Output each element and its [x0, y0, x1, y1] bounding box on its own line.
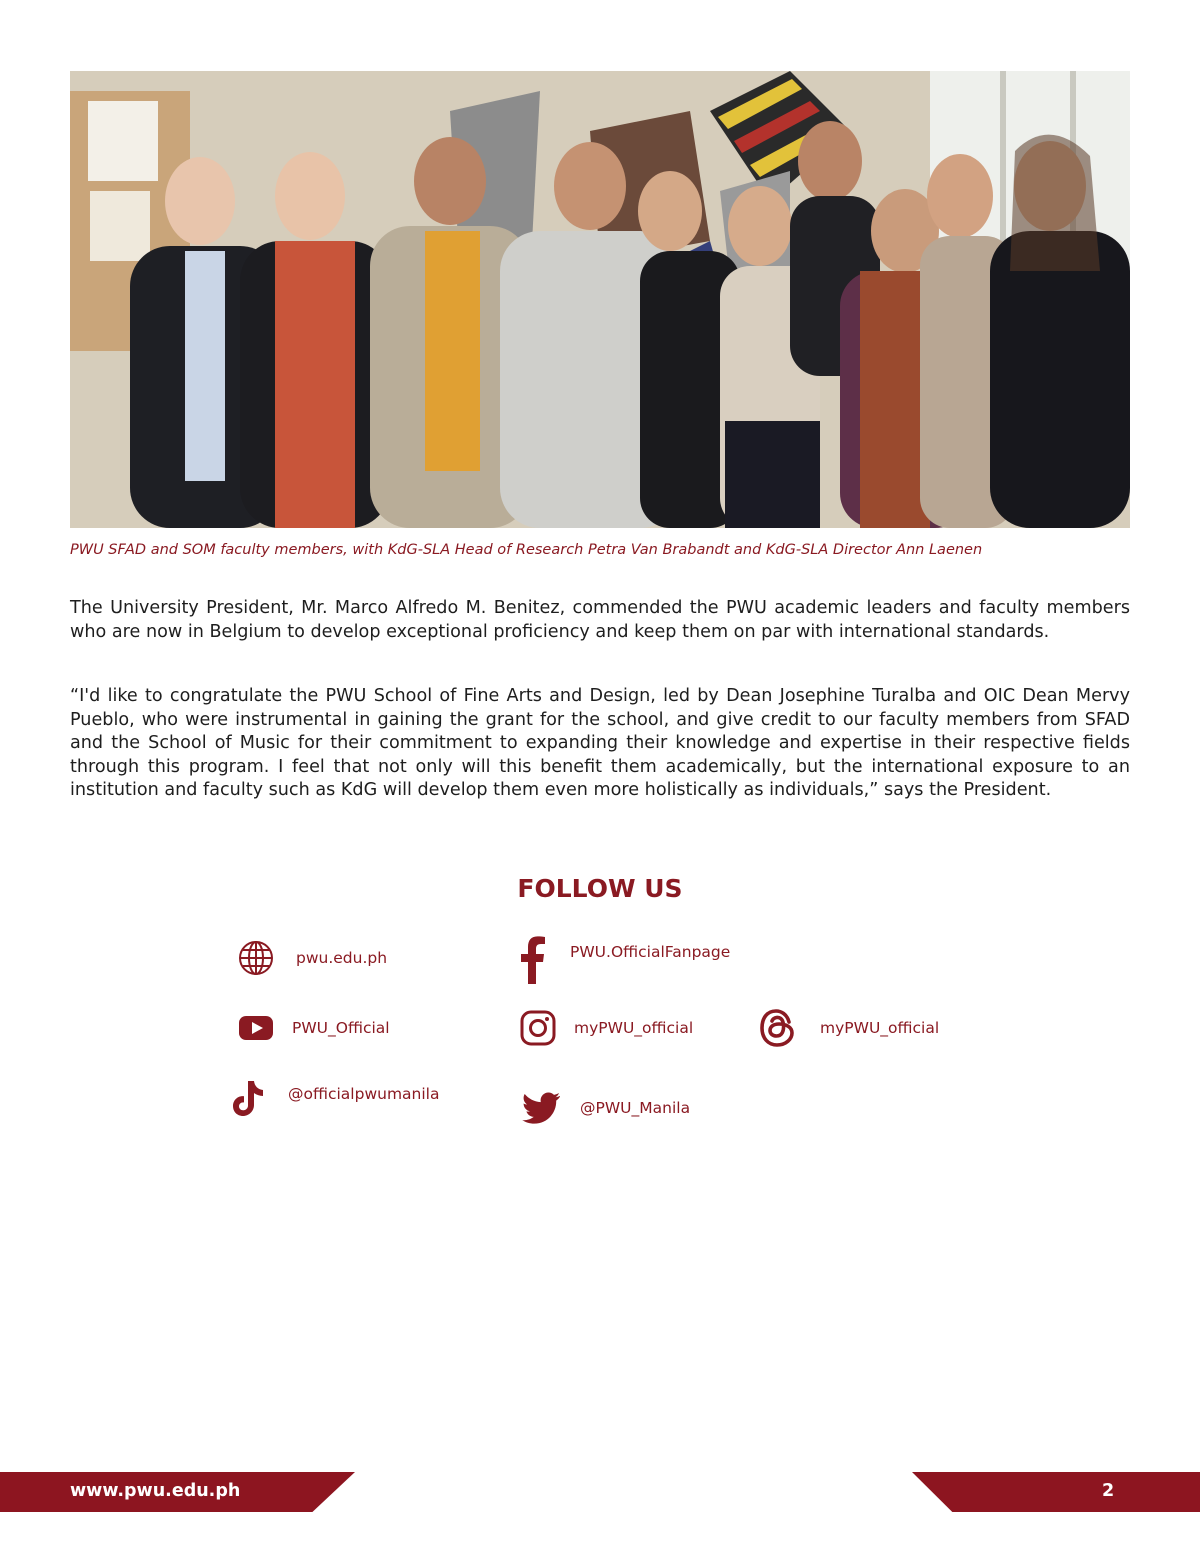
follow-us-heading: FOLLOW US — [517, 874, 683, 903]
paragraph-president-quote: “I'd like to congratulate the PWU School of Fine Arts and Design, led by Dean Josephine Turalba and OIC Dean Mervy Pueblo, who were instrumental in gaining the grant for the school, and give credit to our faculty members from SFAD and the School of Music for their commitment to expanding their knowledge and expertise in their respective fields through this program. I feel that not only will this benefit them academically, but the international exposure to an institution and faculty such as KdG will develop them even more holistically as individuals,” says the President. — [70, 686, 1130, 800]
twitter-label: @PWU_Manila — [580, 1099, 691, 1117]
youtube-icon — [236, 1008, 276, 1048]
photo-caption: PWU SFAD and SOM faculty members, with KdG-SLA Head of Research Petra Van Brabandt and KdG-SLA Director Ann Laenen — [70, 542, 983, 558]
twitter-icon — [522, 1088, 562, 1128]
threads-label: myPWU_official — [820, 1019, 940, 1037]
youtube-label: PWU_Official — [292, 1019, 390, 1037]
threads-icon — [758, 1008, 798, 1048]
group-photo-illustration — [70, 71, 1130, 528]
paragraph-president-commendation: The University President, Mr. Marco Alfredo M. Benitez, commended the PWU academic leaders and faculty members who are now in Belgium to develop exceptional proficiency and keep them on par with international standards. — [70, 598, 1130, 642]
social-youtube[interactable] — [236, 1008, 390, 1048]
social-website[interactable] — [236, 938, 387, 978]
website-label: pwu.edu.ph — [296, 949, 388, 967]
tiktok-icon — [228, 1078, 268, 1118]
footer-band-right — [912, 1472, 1200, 1512]
social-threads[interactable] — [758, 1008, 939, 1048]
social-facebook[interactable] — [512, 934, 730, 984]
instagram-label: myPWU_official — [574, 1019, 694, 1037]
social-instagram[interactable] — [518, 1008, 693, 1048]
globe-icon — [236, 938, 276, 978]
group-photo — [70, 71, 1130, 528]
footer-website-link[interactable]: www.pwu.edu.ph — [70, 1481, 241, 1501]
facebook-icon — [512, 934, 552, 984]
social-twitter[interactable] — [522, 1088, 690, 1128]
instagram-icon — [518, 1008, 558, 1048]
facebook-label: PWU.OfficialFanpage — [570, 943, 731, 961]
tiktok-label: @officialpwumanila — [288, 1085, 440, 1103]
social-tiktok[interactable] — [228, 1078, 439, 1118]
page-number: 2 — [1102, 1481, 1115, 1501]
